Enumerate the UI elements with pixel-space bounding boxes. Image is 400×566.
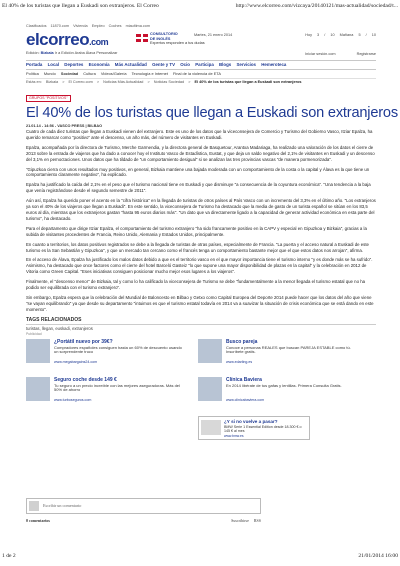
personalize-link[interactable]: Personalizar — [96, 51, 118, 55]
sub-nav — [26, 70, 376, 78]
uk-flag-icon — [136, 34, 148, 42]
related-tags-heading: TAGS RELACIONADOS — [26, 317, 376, 325]
edition-alt-link[interactable]: Ir a Edición Araba Álava — [54, 51, 96, 55]
weather-today-max: 10 — [330, 33, 335, 37]
nav-item-portada[interactable]: Portada — [26, 62, 43, 67]
subnav-item-mundo[interactable]: Mundo — [43, 71, 56, 76]
comment-subscribe-links — [227, 518, 261, 523]
current-date: Martes, 21 enero 2014 — [194, 33, 233, 37]
nav-item-economia[interactable]: Economía — [88, 62, 110, 67]
ad-clinic[interactable] — [198, 377, 358, 403]
ads-block — [26, 337, 376, 438]
weather-today-min: 3 — [317, 33, 320, 37]
logo-main: elcorreo — [26, 30, 90, 49]
rss-link[interactable]: RSS — [253, 518, 261, 523]
top-link[interactable]: miaultima.com — [125, 24, 151, 28]
comments-section — [26, 498, 261, 524]
login-link[interactable]: Iniciar sesión.com — [305, 52, 336, 56]
article-body — [26, 129, 376, 313]
nav-item-gente-tv[interactable]: Gente y TV — [152, 62, 175, 67]
masthead — [26, 30, 376, 60]
ad-clinic-image — [198, 377, 222, 401]
ad-url[interactable]: www.turboseguros.com — [54, 397, 92, 402]
top-link[interactable]: Vivienda — [73, 24, 88, 28]
article-paragraph: Epalza ha justificado la caída del 2,1% en el peso que el turismo nacional tiene en Euskadi y que disminuye "a consecuencia de la coyuntura económica". "Una tendencia a la baja que venía registrándose desde el segundo semestre de 2011". — [26, 182, 371, 194]
ad-desc: En 2014 libérate de tus gafas y lentillas. Primera Consulta Gratis. — [226, 382, 342, 388]
article-paragraph: En cuanto a territorios, los datos positivos registrados se debe a la llegada de turistas de otras países, especialmente de Francia. "La puerta y el acceso natural a Euskadi de este turismo es la San Sebastián y Gipuzkoa", y que un mercado tan cercano como el francés tenga un comportamiento bastante mejor que el que estos datos nos arrojan", afirma. — [26, 241, 369, 253]
ad-url[interactable]: www.edarling.es — [226, 359, 253, 364]
breadcrumb-sep: > — [188, 80, 191, 84]
nav-item-local[interactable]: Local — [47, 62, 60, 67]
ad-title[interactable]: ¿Y si no vuelve a pasar? — [224, 418, 278, 424]
article-paragraph: Sin embargo, Epalza espera que la celebración del Mundial de Baloncesto en Bilbao y Getxo como Capital Europea del Deporte 2014 puede hacer que los datos del año que viene "se vayan equilibrando" ya que desde su departamento "intuimos es que el turismo estatal todavía en 2014 va a suavizar la situación de crisis económica que se está dando en este momento". — [26, 294, 374, 312]
breadcrumb-sep: > — [96, 80, 100, 84]
edition-label: Edición: — [26, 51, 40, 55]
top-link[interactable]: Coches — [108, 24, 122, 28]
breadcrumb-sep: > — [147, 80, 150, 84]
ad-url[interactable]: www.bmw.es — [224, 433, 244, 438]
subnav-item-politica[interactable]: Política — [26, 71, 39, 76]
article-paragraph: Aún así, Epalza ha querido poner el acento en la "cifra histórica" en la llegada de turistas de otros países al País Vasco con un incremento del 3,3% en el último año. "Los extranjeros ya son el 40% de los viajeros que llegan a Euskadi". En este sentido, la viceconsejera de Turismo ha destacado que la media de gasto de un turista español se sitúan en los 83,5 euros al día, mientras que los extranjeros gastan "hasta 95 euros diarios más". "Un dato que va directamente ligado a la capacidad de generar actividad económica en esta parte del turismo", ha destacado. — [26, 198, 376, 221]
user-links — [285, 52, 376, 56]
ad-dating-image — [198, 339, 222, 363]
breadcrumb-current: El 40% de los turistas que llegan a Euskadi son extranjeros — [194, 80, 302, 84]
comment-input[interactable]: Escribir un comentario — [43, 503, 82, 508]
nav-item-servicios[interactable]: Servicios — [236, 62, 256, 67]
weather-sep: / — [365, 33, 367, 37]
ad-dating[interactable] — [198, 339, 358, 365]
breadcrumb — [26, 78, 376, 86]
ad-title[interactable]: ¿Portátil nuevo por 39€? — [54, 338, 113, 345]
breadcrumb-sep: > — [62, 80, 65, 84]
top-link[interactable]: 11870.com — [50, 24, 70, 28]
nav-item-ocio[interactable]: Ocio — [180, 62, 190, 67]
breadcrumb-item[interactable]: Noticias Más Actualidad — [103, 80, 144, 84]
promo-line1: CONSULTORIO — [150, 32, 178, 36]
article-headline: El 40% de los turistas que llegan a Euskadi son extranjeros — [26, 105, 398, 121]
breadcrumb-item[interactable]: Bizkaia — [45, 80, 59, 84]
print-title: El 40% de los turistas que llegan a Euskadi son extranjeros. El Correo — [2, 3, 159, 9]
edition-selector — [26, 51, 117, 55]
page-number: 1 de 2 — [2, 553, 16, 559]
weather-today-label: Hoy — [305, 33, 312, 37]
ad-laptop[interactable] — [26, 339, 186, 365]
ad-car-image — [26, 377, 50, 401]
weather-widget[interactable] — [301, 33, 376, 37]
ad-url[interactable]: www.megabargains24.com — [54, 359, 98, 364]
nav-item-blogs[interactable]: Blogs — [219, 62, 232, 67]
edition-current[interactable]: Bizkaia — [40, 51, 54, 55]
article-tag[interactable]: GRUPOS "POSITIVOS" — [26, 95, 71, 102]
article-page — [26, 22, 398, 438]
english-consultorio-promo[interactable] — [136, 32, 205, 54]
subnav-item-cultura[interactable]: Cultura — [83, 71, 96, 76]
related-tags-list[interactable]: turistas, llegan, euskadi, extranjeros — [26, 325, 93, 331]
nav-item-deportes[interactable]: Deportes — [64, 62, 84, 67]
breadcrumb-item[interactable]: Noticias Sociedad — [153, 80, 185, 84]
ad-desc: Tu seguro a un precio increíble con las mejores aseguradoras. Más del 50% de ahorro — [54, 382, 180, 393]
comment-box — [26, 498, 261, 514]
article-paragraph: Para el departamento que dirige Itziar Epalza, el comportamiento del turismo extranjero "ha sido francamente positivo en la CAPV y especial en Gipuzkoa y Bizkaia", gracias a la subida de visitantes procedentes de Francia, Reino Unido, Alemania y Estados Unidos, principalmente. — [26, 225, 367, 237]
weather-tomorrow-min: 5 — [358, 33, 361, 37]
print-datetime: 21/01/2014 16:00 — [358, 553, 398, 559]
subscribe-link[interactable]: Suscribirse — [231, 518, 249, 523]
main-nav — [26, 60, 376, 70]
ad-url[interactable]: www.clinicabaviera.com — [226, 397, 265, 402]
subnav-item-sociedad[interactable]: Sociedad — [60, 71, 79, 76]
ad-bmw-image — [201, 420, 221, 435]
comments-footer — [26, 518, 261, 524]
article-paragraph: Cuatro de cada diez turistas que llegan a Euskadi vienen del extranjero. Este es uno de los datos que la viceconsejera de Comercio y Turismo del Gobierno Vasco, Itziar Epalza, ha querido remarcar como "positivo" ante el descenso, un año más, del número de visitantes en Euskadi. — [26, 129, 373, 140]
register-link[interactable]: Registrarse — [356, 52, 376, 56]
top-link[interactable]: Empleo — [91, 24, 105, 28]
article-paragraph: Epalza, acompañada por la directora de Turismo, Merche Garmendia, y la directora general de Basquetour, Arantxa Madariaga, ha realizado una valoración de los datos el cierre de 2013 sobre la entrada de viajeros que ha dado a conocer hoy el Instituto Vasco de Estadística, Eustat, y que deja un saldo negativo del 2,1% de visitantes en Euskadi y un descenso del 3,1% en pernoctaciones. Unos datos que ha tildado de "un comportamiento desigual" si se analizan las tres provincias vascas "de manera pormenorizada". — [26, 144, 375, 162]
weather-tomorrow-label: Mañana — [339, 33, 354, 37]
article-paragraph: Finalmente, el "descenso menor" de Bizkaia, tal y como lo ha calificado la viceconsejera de Turismo se debe "fundamentalmente a la menor llegada el turismo estatal que no ha podido ser equilibrada con el turismo extranjero". — [26, 279, 366, 291]
weather-tomorrow-max: 10 — [371, 33, 376, 37]
breadcrumb-label: Estás en: — [26, 80, 42, 84]
subnav-item-videos[interactable]: Videos/Galería — [100, 71, 127, 76]
ad-title[interactable]: Busco pareja — [226, 338, 258, 345]
promo-line3: Expertos responden a tus dudas — [150, 41, 205, 46]
ad-title[interactable]: Clínica Baviera — [226, 376, 262, 383]
article-paragraph: En el acceso de Álava, Epalza ha justificado los malos datos debido a que es el territorio vasco en el que mayor importancia tiene el turismo interno "y es donde más se ha sufrido". Asimismo, ha destacado que once factores como el cierre del hotel Barceló Gasteiz "lo que supone una mayor disponibilidad de plazas en la capital" y la celebración en 2012 de Vitoria como Green Capital. "Eses iniciativas consiguen posicionar mucho mejor esos lugares a los viajeros". — [26, 257, 373, 275]
ad-car-insurance[interactable] — [26, 377, 186, 403]
subnav-item-eta[interactable]: Final de la violencia de ETA — [173, 71, 221, 76]
top-links — [26, 22, 376, 30]
ad-desc: Conoce a personas REALES que buscan PAREJA ESTABLE como tú. Inscríbete gratis. — [226, 344, 351, 355]
print-header — [0, 0, 400, 12]
ad-title[interactable]: Seguro coche desde 149 € — [54, 376, 117, 383]
ad-laptop-image — [26, 339, 50, 363]
ad-desc: Compradores españoles consiguen hasta un 60% de descuento usando un sorprendente truco — [54, 344, 182, 355]
ad-bmw[interactable] — [198, 416, 310, 440]
print-url: http://www.elcorreo.com/vizcaya/20140121/mas-actualidad/sociedad/t... — [235, 3, 398, 9]
nav-item-hemeroteca[interactable]: Hemeroteca — [261, 62, 287, 67]
top-link[interactable]: Clasificados — [26, 24, 47, 28]
breadcrumb-item[interactable]: El Correo.com — [68, 80, 93, 84]
nav-item-participa[interactable]: Participa — [195, 62, 214, 67]
nav-item-mas-actualidad[interactable]: Más Actualidad — [114, 62, 147, 67]
ad-desc: BMW Serie 1 Essential Edition desde 18.300 € o 145 € al mes — [224, 424, 302, 434]
subnav-item-tecnologia[interactable]: Tecnología e Internet — [131, 71, 168, 76]
comment-count: 0 comentarios — [26, 518, 50, 523]
article-byline: 21.01.14 - 14:56 - VASCO PRESS | BILBAO — [26, 124, 103, 128]
avatar — [29, 501, 39, 511]
print-footer — [0, 553, 400, 563]
site-logo[interactable] — [26, 30, 108, 50]
publicidad-label: Publicidad — [26, 331, 42, 336]
weather-sep: / — [324, 33, 326, 37]
promo-line2: DE INGLÉS — [150, 36, 171, 41]
logo-tld: .com — [89, 37, 109, 47]
article-paragraph: "Gipuzkoa cierra con unos resultados muy positivos, en general, Bizkaia mantiene una bajada moderada con un comportamiento de la costa o la capital y Álava es la que tiene un comportamiento claramente negativo", ha explicado. — [26, 166, 370, 178]
